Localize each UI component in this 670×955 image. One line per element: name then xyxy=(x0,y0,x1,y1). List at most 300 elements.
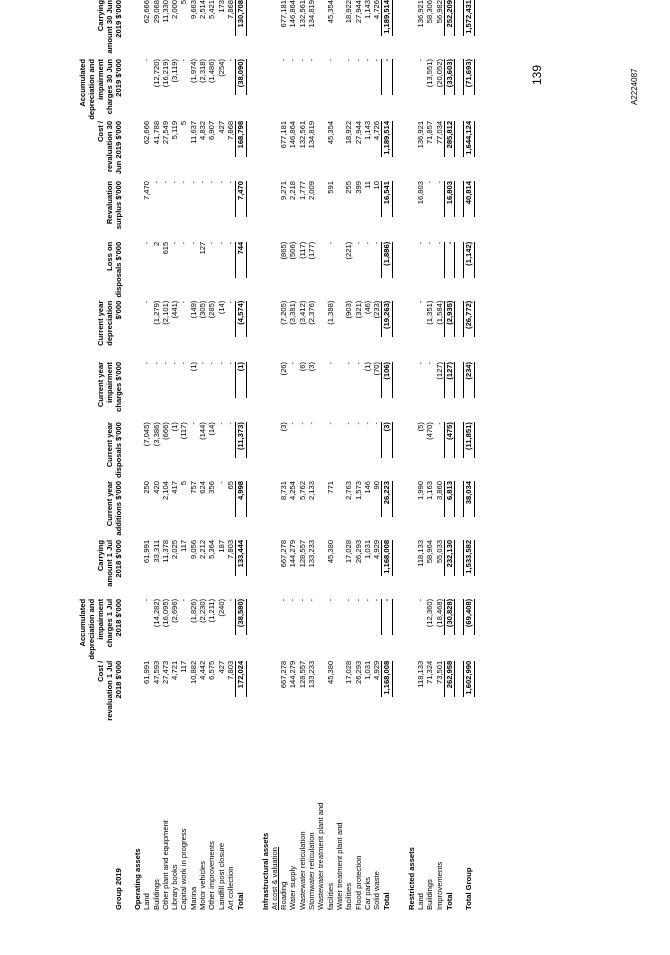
value-cell: 71,857 xyxy=(425,120,435,145)
value-cell xyxy=(235,481,246,540)
value-cell: - xyxy=(425,361,435,365)
empty-cell xyxy=(401,59,416,121)
total-value: 130,708 xyxy=(235,0,246,36)
value-cell: (3,412) xyxy=(297,300,307,325)
value-cell xyxy=(335,242,344,301)
value-cell xyxy=(381,59,392,121)
value-cell: 677,181 xyxy=(279,120,289,149)
value-cell xyxy=(444,0,455,59)
value-cell: 757 xyxy=(188,481,198,494)
value-cell: 134,819 xyxy=(307,120,317,149)
table-row xyxy=(288,0,297,910)
value-cell: 6,575 xyxy=(207,660,217,680)
row-label: Other plant and equipment xyxy=(160,820,170,910)
total-value: 1,533,582 xyxy=(463,540,474,576)
value-cell: 45,380 xyxy=(325,660,335,685)
table-row xyxy=(326,0,335,910)
value-cell: (16,219) xyxy=(160,58,170,88)
total-value: 262,958 xyxy=(444,661,455,697)
value-cell: - xyxy=(288,422,298,425)
value-cell: 62,666 xyxy=(142,120,152,145)
column-header: Accumulated depreciation and impairment charges 1 Jul 2018 $'000 xyxy=(78,598,123,660)
value-cell: 61,991 xyxy=(142,660,152,685)
value-cell: (7,205) xyxy=(279,300,289,325)
value-cell: 11 xyxy=(362,181,372,189)
value-cell xyxy=(316,362,325,422)
table-row xyxy=(152,0,161,910)
value-cell: 118,133 xyxy=(416,539,426,567)
value-cell: 2,763 xyxy=(344,481,354,501)
table-row xyxy=(435,0,444,910)
row-label: Flood protection xyxy=(353,855,363,910)
value-cell xyxy=(444,661,455,721)
value-cell xyxy=(381,422,392,481)
value-cell xyxy=(235,540,246,599)
value-cell: 56,982 xyxy=(434,0,444,24)
total-value: 744 xyxy=(235,242,246,278)
empty-cell xyxy=(401,362,416,422)
value-cell: - xyxy=(216,241,226,245)
table-row xyxy=(189,0,198,910)
value-cell: 4,442 xyxy=(198,660,208,680)
value-cell: 356 xyxy=(207,481,217,494)
value-cell xyxy=(235,181,246,242)
value-cell: 2,514 xyxy=(198,0,208,20)
value-cell: (1,826) xyxy=(188,598,198,623)
value-cell: (12,360) xyxy=(425,598,435,628)
value-cell: (46) xyxy=(362,300,372,315)
spacer-row xyxy=(247,0,255,910)
value-cell: 136,921 xyxy=(416,120,426,149)
column-header: Group 2019 xyxy=(114,868,123,910)
empty-cell xyxy=(127,422,142,481)
empty-cell xyxy=(127,661,142,721)
value-cell xyxy=(235,599,246,661)
table-row xyxy=(416,0,425,910)
value-cell: 427 xyxy=(216,660,226,674)
value-cell: - xyxy=(344,361,354,365)
value-cell: - xyxy=(362,58,372,62)
value-cell xyxy=(381,362,392,422)
value-cell: - xyxy=(142,58,152,62)
value-cell: - xyxy=(225,598,235,602)
value-cell: - xyxy=(216,422,226,425)
total-value: (3) xyxy=(381,422,392,458)
row-label: Stormwater reticulation xyxy=(307,832,317,910)
value-cell: - xyxy=(434,241,444,245)
value-cell: 615 xyxy=(160,241,170,255)
value-cell: 4,721 xyxy=(170,660,180,680)
value-cell: 1,990 xyxy=(416,481,426,501)
value-cell: 65 xyxy=(225,481,235,490)
value-cell: 187 xyxy=(216,539,226,553)
asset-schedule-table xyxy=(78,0,475,910)
value-cell: 7,868 xyxy=(225,0,235,20)
value-cell: 2,000 xyxy=(170,0,180,20)
value-cell: 71,324 xyxy=(425,660,435,685)
value-cell: - xyxy=(142,361,152,365)
value-cell: (3,386) xyxy=(151,422,161,447)
value-cell xyxy=(335,301,344,362)
value-cell: 417 xyxy=(170,481,180,494)
row-label: Marina xyxy=(188,886,198,910)
value-cell xyxy=(316,242,325,301)
empty-cell xyxy=(127,242,142,301)
value-cell: - xyxy=(151,181,161,184)
total-value: 133,444 xyxy=(235,540,246,576)
empty-cell xyxy=(401,661,416,721)
total-value: 1,168,008 xyxy=(381,661,392,697)
total-value: 1,189,514 xyxy=(381,0,392,36)
value-cell xyxy=(381,121,392,181)
row-label: Library books xyxy=(170,864,180,910)
value-cell xyxy=(335,59,344,121)
spacer-cell xyxy=(247,0,255,910)
value-cell: 146 xyxy=(362,481,372,494)
value-cell: 26,293 xyxy=(353,539,363,564)
value-cell: - xyxy=(362,598,372,602)
value-cell: 17,028 xyxy=(344,660,354,685)
value-cell: - xyxy=(225,361,235,365)
empty-cell xyxy=(255,481,270,540)
row-label: Motor vehicles xyxy=(198,861,208,910)
value-cell: - xyxy=(416,241,426,245)
value-cell: - xyxy=(207,361,217,365)
empty-cell xyxy=(401,422,416,481)
total-value: (2,935) xyxy=(444,301,455,337)
value-cell: - xyxy=(225,241,235,245)
value-cell: (865) xyxy=(279,241,289,260)
empty-cell xyxy=(401,121,416,181)
value-cell: 5,364 xyxy=(207,539,217,559)
row-label: Solid waste xyxy=(372,871,382,910)
table-row xyxy=(344,0,353,910)
value-cell: (2,696) xyxy=(170,598,180,623)
table-header-row xyxy=(78,0,127,910)
row-label: Total xyxy=(382,892,392,910)
value-cell: 2,104 xyxy=(160,481,170,501)
value-cell: - xyxy=(170,361,180,365)
value-cell: - xyxy=(179,598,189,602)
value-cell xyxy=(316,422,325,481)
value-cell: (221) xyxy=(344,241,354,260)
value-cell xyxy=(316,121,325,181)
value-cell: (3,119) xyxy=(170,58,180,83)
value-cell: - xyxy=(151,361,161,365)
empty-cell xyxy=(127,301,142,362)
table-row xyxy=(298,0,307,910)
value-cell: - xyxy=(353,361,363,365)
value-cell: 6,907 xyxy=(207,120,217,140)
value-cell: 9,663 xyxy=(188,0,198,20)
value-cell xyxy=(463,481,474,540)
value-cell: 133,233 xyxy=(307,660,317,689)
value-cell: 1,143 xyxy=(362,0,372,20)
empty-cell xyxy=(127,362,142,422)
empty-cell xyxy=(255,121,270,181)
value-cell: - xyxy=(344,598,354,602)
value-cell: (26) xyxy=(279,361,289,376)
empty-cell xyxy=(401,540,416,599)
value-cell: 58,964 xyxy=(425,539,435,564)
value-cell: - xyxy=(142,300,152,304)
value-cell xyxy=(335,540,344,599)
value-cell: - xyxy=(198,181,208,184)
table-row xyxy=(207,0,216,910)
empty-cell xyxy=(255,362,270,422)
value-cell: - xyxy=(225,300,235,304)
value-cell: 255 xyxy=(344,181,354,194)
total-value: (1,142) xyxy=(463,242,474,278)
value-cell xyxy=(335,661,344,721)
value-cell: 17,028 xyxy=(344,539,354,564)
total-value: (26,772) xyxy=(463,301,474,337)
value-cell: 27,549 xyxy=(160,120,170,145)
value-cell: (18,468) xyxy=(434,598,444,628)
value-cell xyxy=(463,661,474,721)
value-cell xyxy=(381,0,392,59)
value-cell xyxy=(463,121,474,181)
value-cell: 4,726 xyxy=(372,120,382,140)
value-cell: (1,584) xyxy=(434,300,444,325)
value-cell: (13,551) xyxy=(425,58,435,88)
empty-cell xyxy=(270,540,279,599)
value-cell: (666) xyxy=(160,422,170,440)
value-cell: 5,421 xyxy=(207,0,217,20)
empty-cell xyxy=(401,481,416,540)
total-value: 168,798 xyxy=(235,121,246,157)
value-cell xyxy=(381,599,392,661)
empty-cell xyxy=(401,242,416,301)
value-cell: 624 xyxy=(198,481,208,494)
value-cell xyxy=(381,242,392,301)
value-cell: 10 xyxy=(372,181,382,190)
column-header: Current year depreciation $'000 xyxy=(96,300,123,346)
value-cell: 667,278 xyxy=(279,539,289,568)
value-cell: - xyxy=(325,361,335,365)
value-cell: 128,557 xyxy=(297,539,307,568)
value-cell: 4,254 xyxy=(288,481,298,501)
value-cell: (14) xyxy=(216,300,226,315)
value-cell xyxy=(316,181,325,242)
column-header: Cost / revaluation 30 Jun 2019 $'000 xyxy=(96,120,123,175)
value-cell: 1,777 xyxy=(297,181,307,201)
total-value: (30,828) xyxy=(444,599,455,635)
value-cell xyxy=(335,599,344,661)
value-cell: 399 xyxy=(353,181,363,194)
value-cell xyxy=(463,422,474,481)
value-cell: 132,561 xyxy=(297,120,307,149)
value-cell xyxy=(444,481,455,540)
value-cell: 58,306 xyxy=(425,0,435,24)
value-cell: - xyxy=(297,422,307,425)
value-cell: 2,133 xyxy=(307,481,317,501)
value-cell: 118,133 xyxy=(416,660,426,688)
value-cell: 771 xyxy=(325,481,335,494)
value-cell: - xyxy=(434,422,444,425)
total-value: 1,189,514 xyxy=(381,121,392,157)
table-row xyxy=(279,0,288,910)
value-cell: - xyxy=(416,598,426,602)
value-cell: 3,860 xyxy=(434,481,444,501)
value-cell: 41,788 xyxy=(151,120,161,145)
spacer-cell xyxy=(393,0,401,910)
value-cell: - xyxy=(425,181,435,184)
row-label: Landfill post closure xyxy=(216,842,226,910)
row-label: Land xyxy=(416,893,426,910)
subheading-row xyxy=(270,0,279,910)
value-cell: - xyxy=(160,361,170,365)
value-cell: - xyxy=(198,361,208,365)
total-value: (1,886) xyxy=(381,242,392,278)
value-cell xyxy=(444,242,455,301)
value-cell: 77,034 xyxy=(434,120,444,145)
spacer-row xyxy=(393,0,401,910)
empty-cell xyxy=(401,301,416,362)
value-cell xyxy=(463,181,474,242)
value-cell: 146,864 xyxy=(288,0,298,28)
value-cell: (12,720) xyxy=(151,58,161,88)
value-cell: - xyxy=(372,241,382,245)
value-cell: 27,473 xyxy=(160,660,170,685)
value-cell: 2,212 xyxy=(198,539,208,559)
value-cell: 136,921 xyxy=(416,0,426,28)
value-cell: (14) xyxy=(207,422,217,436)
value-cell xyxy=(235,121,246,181)
value-cell: 1,143 xyxy=(362,120,372,140)
value-cell: - xyxy=(372,422,382,425)
page-number: 139 xyxy=(530,64,544,85)
value-cell: 127 xyxy=(198,241,208,255)
value-cell: - xyxy=(325,422,335,425)
total-value: - xyxy=(381,59,392,95)
table-row xyxy=(142,0,151,910)
value-cell: - xyxy=(425,241,435,245)
value-cell xyxy=(316,599,325,661)
value-cell xyxy=(463,362,474,422)
value-cell: (1,388) xyxy=(325,300,335,325)
total-value: (4,574) xyxy=(235,301,246,337)
value-cell: (2,101) xyxy=(160,300,170,325)
row-label: Total xyxy=(444,892,454,910)
value-cell: - xyxy=(297,598,307,602)
value-cell: 16,803 xyxy=(416,181,426,205)
total-value: (127) xyxy=(444,362,455,398)
table-row xyxy=(198,0,207,910)
value-cell: (305) xyxy=(198,300,208,319)
value-cell: 677,181 xyxy=(279,0,289,28)
value-cell: - xyxy=(216,361,226,365)
value-cell xyxy=(316,481,325,540)
value-cell: 7,470 xyxy=(142,181,152,201)
value-cell: (3,381) xyxy=(288,300,298,325)
value-cell xyxy=(444,599,455,661)
value-cell: (6) xyxy=(297,361,307,372)
total-row xyxy=(235,0,246,910)
value-cell: - xyxy=(179,58,189,62)
value-cell xyxy=(235,59,246,121)
value-cell: (1,486) xyxy=(207,58,217,84)
value-cell: 4,929 xyxy=(372,539,382,559)
value-cell: 27,944 xyxy=(353,120,363,145)
value-cell: - xyxy=(325,241,335,245)
total-value: 40,814 xyxy=(463,181,474,217)
empty-cell xyxy=(270,0,279,59)
value-cell: - xyxy=(288,361,298,365)
empty-cell xyxy=(270,362,279,422)
value-cell: (20,052) xyxy=(434,58,444,88)
value-cell: 5 xyxy=(179,0,189,5)
value-cell: 667,278 xyxy=(279,660,289,689)
value-cell xyxy=(463,540,474,599)
total-value: 285,812 xyxy=(444,121,455,157)
value-cell: - xyxy=(362,241,372,245)
total-value: 38,034 xyxy=(463,481,474,517)
value-cell xyxy=(316,301,325,362)
column-header: Current year impairment charges $'000 xyxy=(96,361,123,412)
value-cell: 62,666 xyxy=(142,0,152,24)
value-cell: 134,819 xyxy=(307,0,317,28)
empty-cell xyxy=(255,59,270,121)
document-id: A2224087 xyxy=(630,68,639,105)
value-cell xyxy=(381,540,392,599)
value-cell: 5,762 xyxy=(297,481,307,501)
table-row xyxy=(316,0,325,910)
section-heading-row xyxy=(255,0,270,910)
total-value: 1,602,990 xyxy=(463,661,474,697)
value-cell: (1) xyxy=(362,361,372,372)
value-cell xyxy=(335,422,344,481)
total-value: (38,580) xyxy=(235,599,246,635)
value-cell: (70) xyxy=(372,361,382,376)
row-label: Buildings xyxy=(151,879,161,910)
value-cell xyxy=(316,0,325,59)
value-cell xyxy=(444,540,455,599)
value-cell: 2,025 xyxy=(170,539,180,559)
value-cell: 9,271 xyxy=(279,181,289,201)
value-cell: - xyxy=(353,58,363,62)
total-value: 172,024 xyxy=(235,661,246,697)
value-cell: 4,832 xyxy=(198,120,208,140)
empty-cell xyxy=(127,59,142,121)
total-value: 1,572,431 xyxy=(463,0,474,36)
empty-cell xyxy=(270,599,279,661)
column-header: Carrying amount 1 Jul 2018 $'000 xyxy=(96,539,123,587)
value-cell: 144,279 xyxy=(288,660,298,689)
value-cell: - xyxy=(344,58,354,62)
value-cell xyxy=(335,481,344,540)
total-value: (11,851) xyxy=(463,422,474,458)
value-cell xyxy=(335,181,344,242)
value-cell: (3) xyxy=(279,422,289,432)
value-cell: - xyxy=(307,598,317,602)
value-cell: 2 xyxy=(151,241,161,246)
total-value: 1,168,008 xyxy=(381,540,392,576)
value-cell xyxy=(444,121,455,181)
value-cell: - xyxy=(307,58,317,62)
value-cell: - xyxy=(160,181,170,184)
total-value: - xyxy=(381,599,392,635)
value-cell: - xyxy=(279,58,289,62)
empty-cell xyxy=(270,59,279,121)
value-cell: 144,279 xyxy=(288,539,298,568)
value-cell: 146,864 xyxy=(288,120,298,149)
value-cell: 73,501 xyxy=(434,660,444,685)
empty-cell xyxy=(255,422,270,481)
section-heading-row xyxy=(401,0,416,910)
row-label: Roading xyxy=(279,881,289,910)
empty-cell xyxy=(255,599,270,661)
